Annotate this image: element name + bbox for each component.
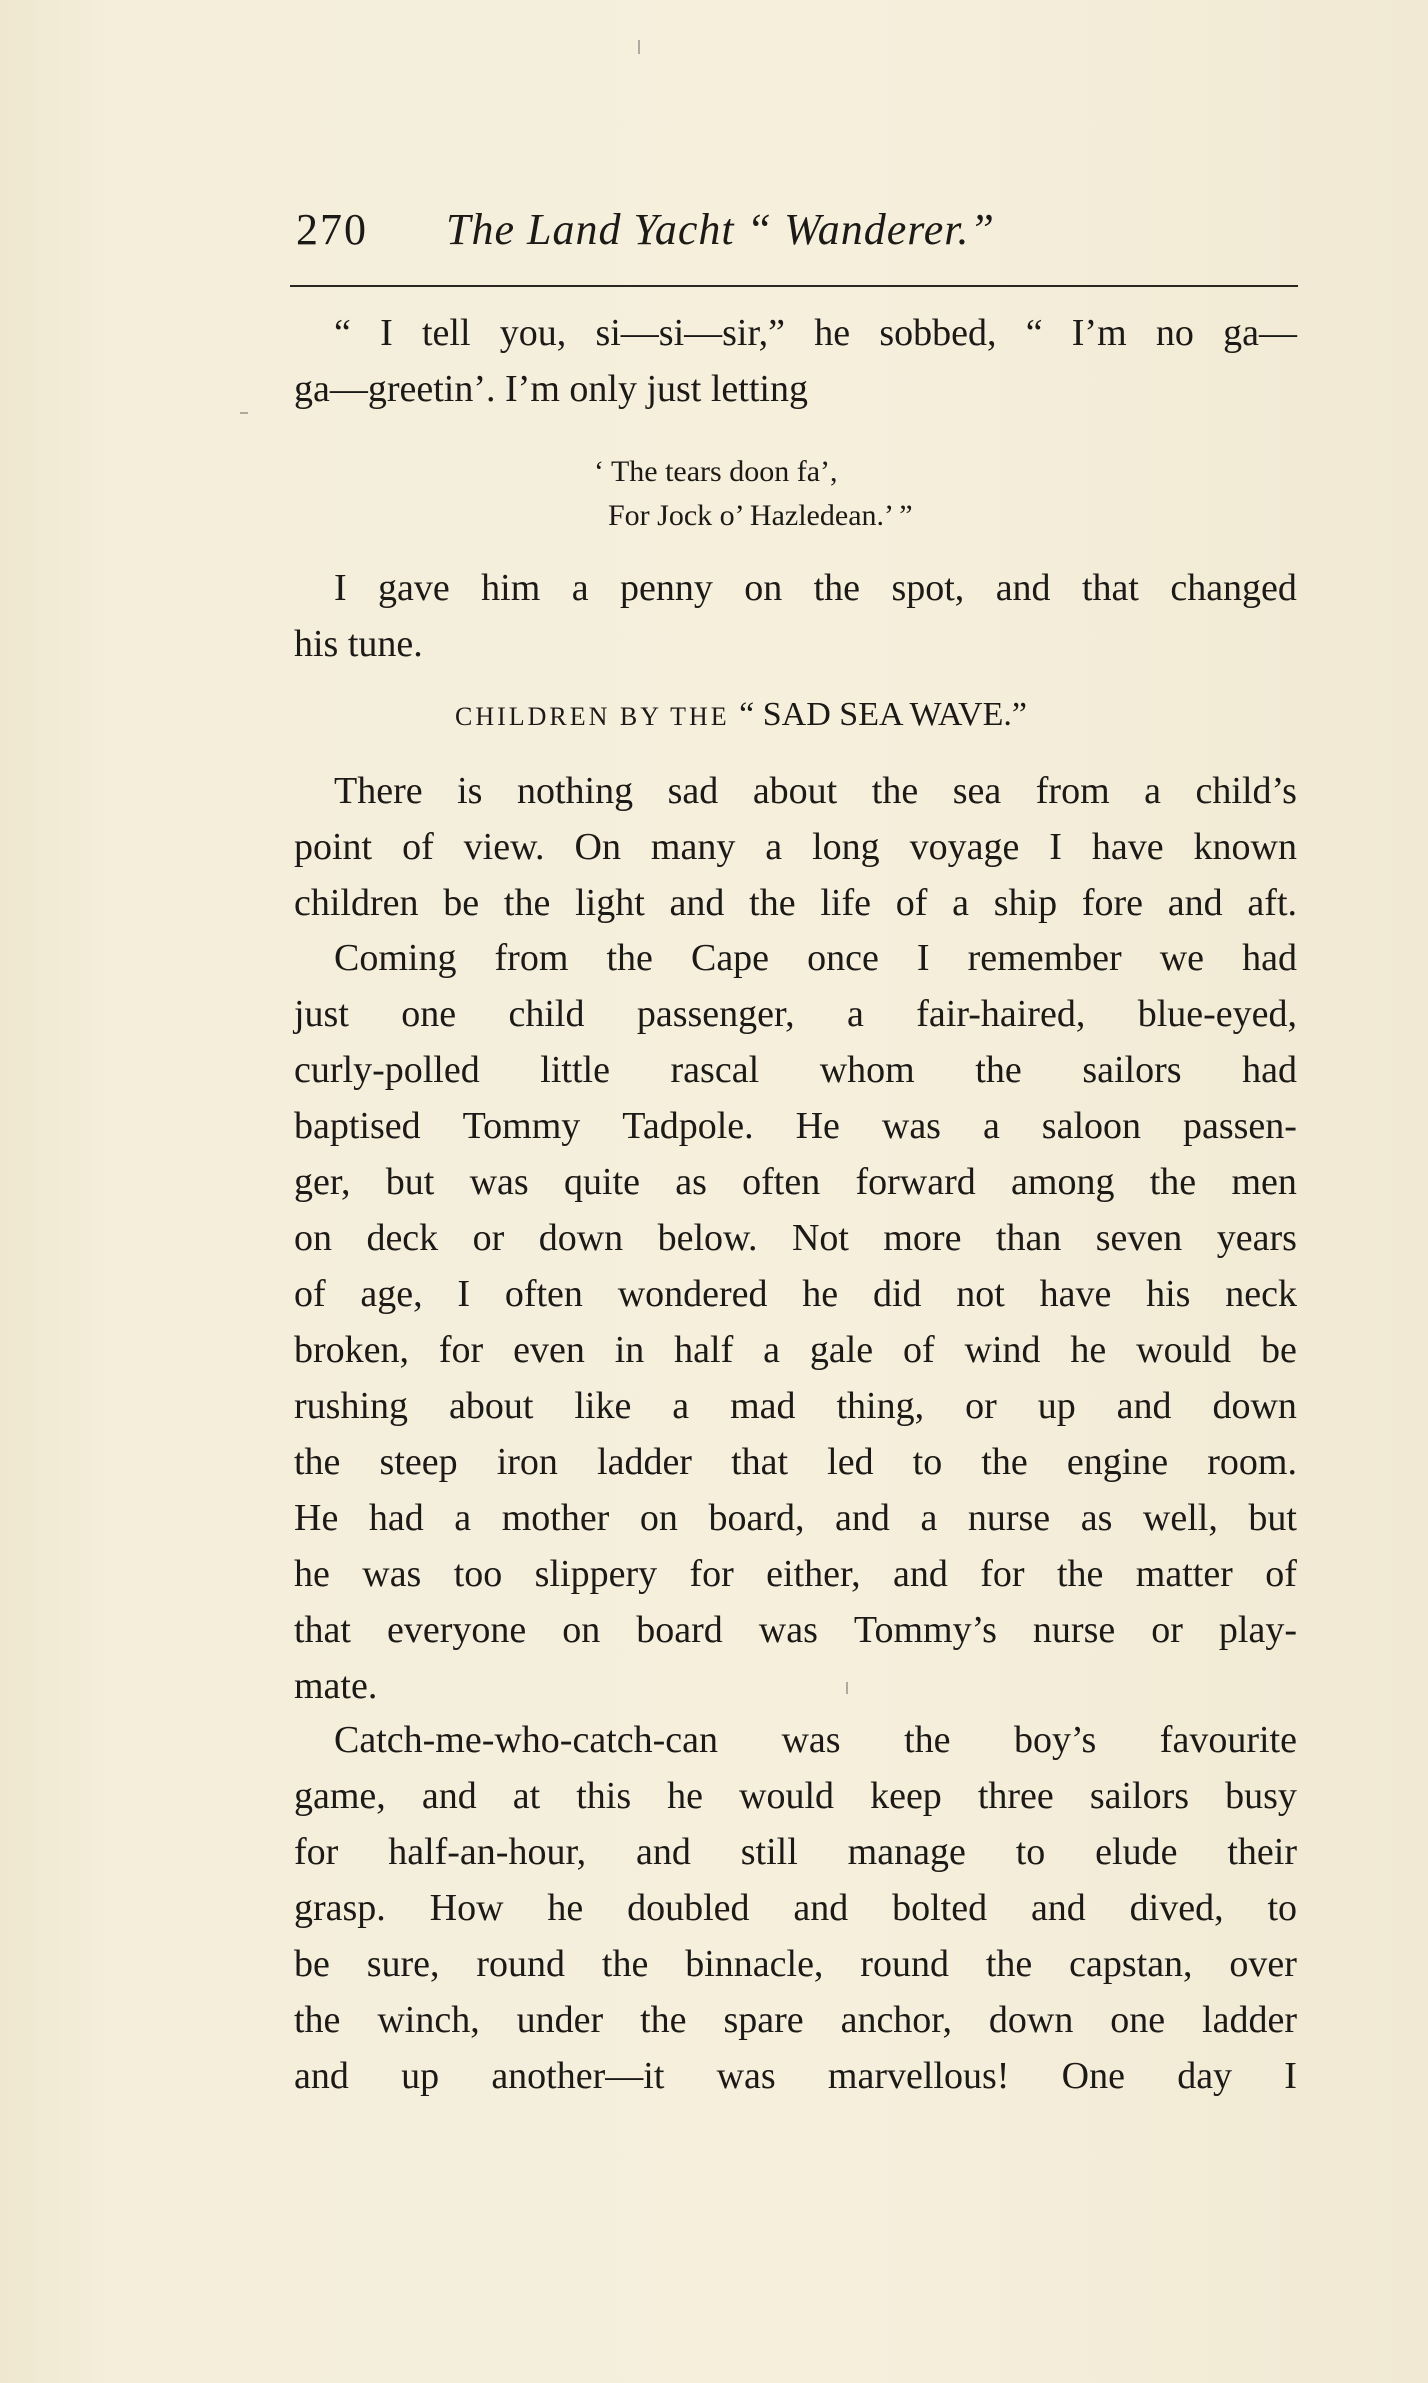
word: sad xyxy=(667,770,719,812)
text-line xyxy=(294,986,1297,1042)
text-line xyxy=(294,1992,1297,2048)
text-line xyxy=(294,1378,1297,1434)
word: and xyxy=(1116,1385,1172,1427)
word: ger, xyxy=(294,1161,351,1203)
word: penny xyxy=(619,567,713,609)
word: boy’s xyxy=(1013,1719,1097,1761)
word: iron xyxy=(496,1441,558,1483)
word: si—si—sir,” xyxy=(595,312,785,354)
word: gave xyxy=(378,567,450,609)
word: child xyxy=(508,993,585,1035)
word: either, xyxy=(766,1553,861,1595)
word: manage xyxy=(847,1831,966,1873)
word: on xyxy=(294,1217,332,1259)
word: and xyxy=(793,1887,849,1929)
word: well, xyxy=(1142,1497,1218,1539)
word: known xyxy=(1193,826,1297,868)
word: he xyxy=(294,1553,330,1595)
word: voyage xyxy=(909,826,1020,868)
word: game, xyxy=(294,1775,386,1817)
word: men xyxy=(1231,1161,1297,1203)
text-line xyxy=(294,1824,1297,1880)
word: favourite xyxy=(1159,1719,1297,1761)
word: binnacle, xyxy=(685,1943,824,1985)
word: a xyxy=(763,1329,780,1371)
word: Cape xyxy=(690,937,770,979)
word: was xyxy=(758,1609,818,1651)
verse-line: For Jock o’ Hazledean.’ ” xyxy=(608,499,913,532)
word: I xyxy=(1049,826,1062,868)
word: he xyxy=(667,1775,704,1817)
word: spare xyxy=(723,1999,804,2041)
word: for xyxy=(294,1831,339,1873)
word: blue-eyed, xyxy=(1137,993,1297,1035)
word: quite xyxy=(563,1161,640,1203)
word: be xyxy=(1261,1329,1297,1371)
word: on xyxy=(562,1609,601,1651)
word: little xyxy=(540,1049,610,1091)
text-line xyxy=(294,1880,1297,1936)
word: was xyxy=(781,1719,841,1761)
word: He xyxy=(294,1497,339,1539)
word: have xyxy=(1091,826,1164,868)
word: he xyxy=(802,1273,839,1315)
word: fair-haired, xyxy=(916,993,1086,1035)
word: from xyxy=(1035,770,1110,812)
word: There xyxy=(334,770,423,812)
section-heading-quote: “ SAD SEA WAVE.” xyxy=(739,696,1027,733)
word: age, xyxy=(360,1273,423,1315)
running-title: The Land Yacht “ Wanderer.” xyxy=(446,205,996,254)
word: one xyxy=(1110,1999,1166,2041)
text-line xyxy=(294,1266,1297,1322)
word: and xyxy=(294,2055,349,2097)
word: board, xyxy=(708,1497,805,1539)
word: the xyxy=(975,1049,1022,1091)
word: or xyxy=(965,1385,997,1427)
word: whom xyxy=(819,1049,915,1091)
word: would xyxy=(739,1775,835,1817)
word: would xyxy=(1136,1329,1232,1371)
word: point xyxy=(294,826,373,868)
word: nurse xyxy=(967,1497,1051,1539)
word: that xyxy=(731,1441,789,1483)
word: a xyxy=(672,1385,690,1427)
word: up xyxy=(1037,1385,1076,1427)
word: a xyxy=(454,1497,472,1539)
word: the xyxy=(1149,1161,1197,1203)
word: doubled xyxy=(627,1887,750,1929)
word: down xyxy=(538,1217,624,1259)
word: aft. xyxy=(1247,882,1297,924)
text-line xyxy=(294,1602,1297,1658)
word: half-an-hour, xyxy=(388,1831,587,1873)
word: for xyxy=(438,1329,484,1371)
word: capstan, xyxy=(1069,1943,1193,1985)
word: a xyxy=(1144,770,1162,812)
word: did xyxy=(872,1273,922,1315)
word: below. xyxy=(657,1217,758,1259)
word: Tadpole. xyxy=(622,1105,754,1147)
word: winch, xyxy=(377,1999,480,2041)
word: under xyxy=(516,1999,604,2041)
word: on xyxy=(744,567,783,609)
word: mad xyxy=(730,1385,796,1427)
word: everyone xyxy=(386,1609,527,1651)
word: I xyxy=(1284,2055,1297,2097)
word: nothing xyxy=(517,770,634,812)
word: a xyxy=(982,1105,1000,1147)
word: One xyxy=(1061,2055,1125,2097)
word: sailors xyxy=(1082,1049,1182,1091)
word: and xyxy=(1167,882,1223,924)
text-line xyxy=(334,930,1297,986)
word: about xyxy=(448,1385,534,1427)
word: changed xyxy=(1170,567,1297,609)
word: than xyxy=(995,1217,1062,1259)
word: I xyxy=(334,567,347,609)
word: busy xyxy=(1225,1775,1297,1817)
word: nurse xyxy=(1032,1609,1116,1651)
word: remember xyxy=(967,937,1122,979)
word: the xyxy=(1056,1553,1104,1595)
word: Catch-me-who-catch-can xyxy=(334,1719,719,1761)
word: broken, xyxy=(294,1329,410,1371)
word: child’s xyxy=(1195,770,1297,812)
text-line: his tune. xyxy=(294,623,423,665)
word: and xyxy=(669,882,725,924)
word: ladder xyxy=(1202,1999,1297,2041)
word: grasp. xyxy=(294,1887,386,1929)
word: matter xyxy=(1135,1553,1233,1595)
print-speck xyxy=(638,40,640,54)
word: saloon xyxy=(1041,1105,1142,1147)
word: the xyxy=(871,770,919,812)
text-line xyxy=(294,875,1297,931)
word: anchor, xyxy=(840,1999,952,2041)
word: we xyxy=(1159,937,1205,979)
word: the xyxy=(503,882,551,924)
word: the xyxy=(904,1719,951,1761)
word: tell xyxy=(421,312,471,354)
word: the xyxy=(640,1999,687,2041)
word: a xyxy=(952,882,969,924)
text-line xyxy=(334,1712,1297,1768)
word: be xyxy=(294,1943,330,1985)
word: children xyxy=(294,882,419,924)
word: a xyxy=(765,826,783,868)
word: a xyxy=(571,567,589,609)
text-line xyxy=(294,1042,1297,1098)
word: is xyxy=(457,770,483,812)
word: too xyxy=(453,1553,503,1595)
word: years xyxy=(1216,1217,1297,1259)
word: the xyxy=(749,882,796,924)
word: for xyxy=(689,1553,734,1595)
word: elude xyxy=(1095,1831,1178,1873)
word: on xyxy=(639,1497,678,1539)
word: of xyxy=(895,882,928,924)
word: another—it xyxy=(491,2055,665,2097)
word: dived, xyxy=(1129,1887,1224,1929)
word: I’m xyxy=(1071,312,1127,354)
word: still xyxy=(740,1831,798,1873)
word: often xyxy=(742,1161,821,1203)
word: of xyxy=(1265,1553,1297,1595)
word: life xyxy=(820,882,871,924)
word: steep xyxy=(379,1441,458,1483)
word: forward xyxy=(855,1161,976,1203)
word: the xyxy=(294,1441,341,1483)
word: Tommy xyxy=(462,1105,581,1147)
word: but xyxy=(385,1161,435,1203)
word: that xyxy=(1081,567,1139,609)
word: among xyxy=(1011,1161,1115,1203)
word: was xyxy=(881,1105,941,1147)
word: like xyxy=(574,1385,632,1427)
word: you, xyxy=(499,312,567,354)
text-line xyxy=(294,1322,1297,1378)
word: their xyxy=(1227,1831,1297,1873)
word: play- xyxy=(1218,1609,1297,1651)
word: Tommy’s xyxy=(853,1609,997,1651)
word: had xyxy=(368,1497,424,1539)
word: seven xyxy=(1095,1217,1183,1259)
text-line xyxy=(294,1768,1297,1824)
word: over xyxy=(1229,1943,1297,1985)
word: of xyxy=(402,826,434,868)
word: neck xyxy=(1225,1273,1297,1315)
text-line xyxy=(294,2048,1297,2104)
word: often xyxy=(504,1273,583,1315)
print-speck xyxy=(846,1682,848,1694)
word: his xyxy=(1146,1273,1191,1315)
word: to xyxy=(1267,1887,1297,1929)
text-line: mate. xyxy=(294,1665,378,1707)
word: ladder xyxy=(597,1441,692,1483)
word: was xyxy=(362,1553,422,1595)
word: up xyxy=(401,2055,440,2097)
word: in xyxy=(614,1329,645,1371)
section-heading xyxy=(455,690,1027,742)
word: even xyxy=(513,1329,585,1371)
word: many xyxy=(650,826,736,868)
word: had xyxy=(1242,1049,1297,1091)
word: baptised xyxy=(294,1105,421,1147)
word: once xyxy=(807,937,879,979)
word: a xyxy=(847,993,864,1035)
word: half xyxy=(674,1329,734,1371)
page-number: 270 xyxy=(296,205,368,254)
word: he xyxy=(547,1887,584,1929)
word: long xyxy=(812,826,880,868)
word: of xyxy=(903,1329,935,1371)
text-line xyxy=(294,1434,1297,1490)
word: round xyxy=(860,1943,949,1985)
word: ga— xyxy=(1223,312,1297,354)
word: from xyxy=(494,937,569,979)
word: three xyxy=(977,1775,1054,1817)
word: thing, xyxy=(836,1385,925,1427)
word: spot, xyxy=(891,567,965,609)
word: day xyxy=(1177,2055,1233,2097)
word: have xyxy=(1039,1273,1112,1315)
word: I xyxy=(916,937,930,979)
word: about xyxy=(752,770,838,812)
running-header xyxy=(296,198,1296,262)
word: deck xyxy=(366,1217,439,1259)
word: room. xyxy=(1207,1441,1297,1483)
word: round xyxy=(476,1943,566,1985)
word: of xyxy=(294,1273,326,1315)
word: wind xyxy=(964,1329,1041,1371)
word: the xyxy=(601,1943,649,1985)
word: the xyxy=(294,1999,341,2041)
word: How xyxy=(429,1887,504,1929)
word: one xyxy=(401,993,457,1035)
word: the xyxy=(981,1441,1028,1483)
word: He xyxy=(795,1105,840,1147)
word: the xyxy=(813,567,861,609)
word: not xyxy=(956,1273,1005,1315)
word: that xyxy=(294,1609,351,1651)
word: rascal xyxy=(670,1049,760,1091)
word: and xyxy=(421,1775,477,1817)
word: curly-polled xyxy=(294,1049,480,1091)
word: to xyxy=(912,1441,943,1483)
word: “ xyxy=(334,312,351,354)
text-line xyxy=(294,1936,1297,1992)
word: sure, xyxy=(366,1943,440,1985)
verse-line: ‘ The tears doon fa’, xyxy=(594,455,838,488)
word: I xyxy=(380,312,393,354)
word: a xyxy=(920,1497,938,1539)
word: gale xyxy=(809,1329,874,1371)
word: him xyxy=(481,567,541,609)
word: fore xyxy=(1081,882,1144,924)
word: as xyxy=(1080,1497,1113,1539)
word: bolted xyxy=(892,1887,988,1929)
word: Coming xyxy=(334,937,457,979)
word: sobbed, xyxy=(879,312,997,354)
text-line xyxy=(294,1546,1297,1602)
word: Not xyxy=(791,1217,849,1259)
word: at xyxy=(512,1775,541,1817)
text-line xyxy=(294,819,1297,875)
word: as xyxy=(675,1161,707,1203)
word: and xyxy=(893,1553,948,1595)
word: down xyxy=(988,1999,1074,2041)
word: had xyxy=(1242,937,1297,979)
word: slippery xyxy=(534,1553,658,1595)
word: board xyxy=(636,1609,723,1651)
word: no xyxy=(1155,312,1194,354)
word: ship xyxy=(993,882,1058,924)
word: more xyxy=(883,1217,962,1259)
word: this xyxy=(576,1775,632,1817)
word: to xyxy=(1015,1831,1046,1873)
text-line: ga—greetin’. I’m only just letting xyxy=(294,368,808,410)
word: keep xyxy=(870,1775,942,1817)
word: passen- xyxy=(1182,1105,1297,1147)
word: for xyxy=(980,1553,1025,1595)
word: and xyxy=(835,1497,890,1539)
text-line xyxy=(294,1210,1297,1266)
word: the xyxy=(985,1943,1033,1985)
word: sea xyxy=(952,770,1002,812)
text-line xyxy=(334,305,1297,361)
word: and xyxy=(635,1831,691,1873)
word: mother xyxy=(501,1497,610,1539)
text-line xyxy=(294,1490,1297,1546)
word: was xyxy=(716,2055,776,2097)
word: or xyxy=(472,1217,505,1259)
word: view. xyxy=(463,826,545,868)
word: rushing xyxy=(294,1385,408,1427)
word: “ xyxy=(1025,312,1043,354)
word: and xyxy=(1030,1887,1086,1929)
text-line xyxy=(334,560,1297,616)
header-rule xyxy=(290,285,1298,287)
word: On xyxy=(574,826,621,868)
word: just xyxy=(294,993,349,1035)
word: or xyxy=(1151,1609,1183,1651)
print-speck xyxy=(240,412,248,414)
section-heading-label: CHILDREN BY THE xyxy=(455,702,730,731)
word: down xyxy=(1212,1385,1297,1427)
word: marvellous! xyxy=(827,2055,1010,2097)
text-line xyxy=(294,1098,1297,1154)
word: I xyxy=(457,1273,471,1315)
word: he xyxy=(1070,1329,1107,1371)
text-line xyxy=(334,763,1297,819)
word: wondered xyxy=(617,1273,768,1315)
word: but xyxy=(1248,1497,1297,1539)
word: he xyxy=(814,312,851,354)
word: engine xyxy=(1066,1441,1169,1483)
word: and xyxy=(995,567,1051,609)
word: led xyxy=(827,1441,874,1483)
text-line xyxy=(294,1154,1297,1210)
word: be xyxy=(443,882,480,924)
word: passenger, xyxy=(636,993,795,1035)
word: sailors xyxy=(1089,1775,1190,1817)
word: light xyxy=(575,882,645,924)
word: the xyxy=(606,937,653,979)
word: was xyxy=(469,1161,529,1203)
